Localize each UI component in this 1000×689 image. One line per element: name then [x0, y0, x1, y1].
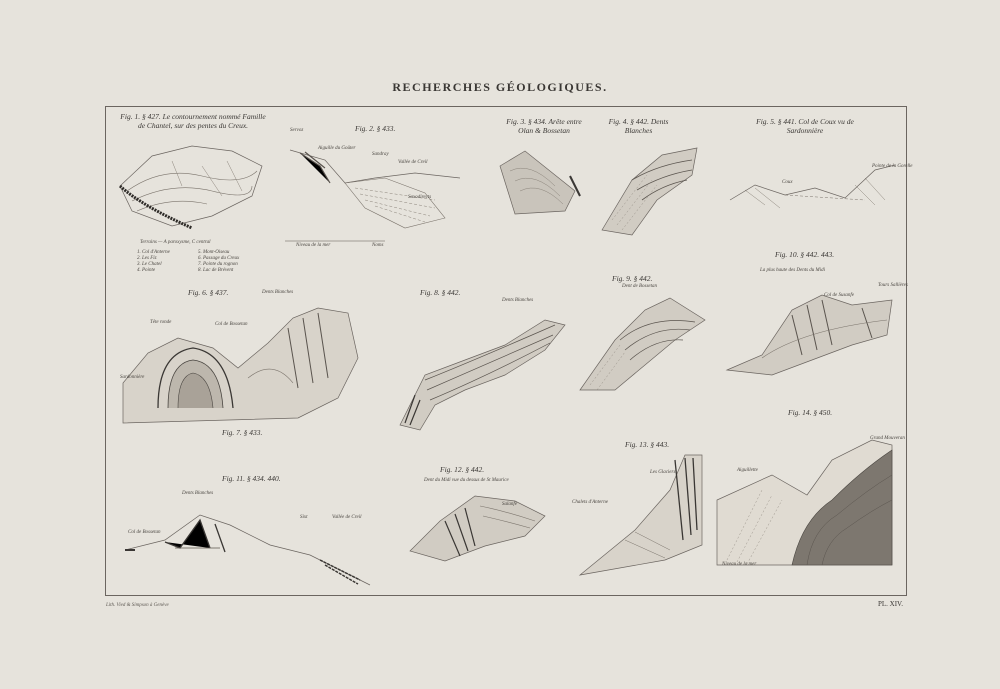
- fig10-caption: Fig. 10. § 442. 443.: [775, 250, 835, 259]
- fig3-caption: Fig. 3. § 434. Arête entre Olan & Bossetan: [506, 117, 582, 135]
- fig14-label-mouveran: Grand Mouveran: [870, 436, 905, 441]
- fig10-drawing: [722, 280, 902, 385]
- fig1-legend-title: Terrains — A paroxysme, C central: [140, 240, 211, 245]
- fig1-legend-3: 3. Le Chatel: [137, 262, 162, 267]
- fig4-drawing: [597, 140, 707, 240]
- fig1-legend-7: 7. Pointe du rognon: [198, 262, 238, 267]
- fig1-base-label-mer: Niveau de la mer: [296, 243, 331, 248]
- fig11-label-sixt: Sixt: [300, 515, 308, 520]
- fig13-label-glaciers: Les Glaciers: [650, 470, 676, 475]
- fig13-drawing: [575, 450, 705, 580]
- fig13-label-chalets: Chalets d'Anterne: [572, 500, 608, 505]
- fig9-label-bossetan: Dent de Bossetan: [622, 284, 657, 289]
- fig9-caption: Fig. 9. § 442.: [612, 274, 653, 283]
- fig12-sub: Dent du Midi vue du dessus de St Maurice: [424, 478, 509, 483]
- fig5-label-coux: Coux: [782, 180, 793, 185]
- fig1-legend-5: 5. Mont-Oiseau: [198, 250, 230, 255]
- fig14-label-aiguillette: Aiguillette: [737, 468, 758, 473]
- fig11-drawing: [120, 500, 375, 590]
- fig14-drawing: [712, 420, 895, 570]
- fig1-legend-2: 2. Les Fiz: [137, 256, 157, 261]
- fig6-label-sardonniere: Sardonnière: [120, 375, 145, 380]
- fig6-drawing: [118, 298, 363, 428]
- fig6-caption: Fig. 6. § 437.: [188, 288, 229, 297]
- lithographer-credit: Lith. Vied & Simpson à Genève: [106, 603, 169, 608]
- fig2-label-aiguille: Aiguille du Goûter: [318, 146, 356, 151]
- fig11-label-col: Col de Bossetan: [128, 530, 161, 535]
- fig13-caption: Fig. 13. § 443.: [625, 440, 670, 449]
- fig12-label-salanfe: Salanfe: [502, 502, 517, 507]
- fig4-caption: Fig. 4. § 442. Dents Blanches: [608, 117, 669, 135]
- fig10-label-susanfe: Col de Susanfe: [824, 293, 854, 298]
- fig8-label-dents: Dents Blanches: [502, 298, 534, 303]
- fig12-drawing: [405, 486, 555, 576]
- fig1-legend-4: 4. Pointe: [137, 268, 156, 273]
- fig11-caption: Fig. 11. § 434. 440.: [222, 474, 281, 483]
- fig9-drawing: [575, 290, 715, 400]
- fig10-label-tours: Tours Sallières: [878, 283, 908, 288]
- fig5-caption: Fig. 5. § 441. Col de Coux vu de Sardonnière: [756, 117, 854, 135]
- fig2-caption: Fig. 2. § 433.: [355, 124, 396, 133]
- fig14-label-mer: Niveau de la mer: [722, 562, 757, 567]
- fig7-caption: Fig. 7. § 433.: [222, 428, 263, 437]
- fig2-label-servoz: Servoz: [290, 128, 304, 133]
- fig6-label-dents: Dents Blanches: [262, 290, 294, 295]
- fig1-legend-8: 8. Lac de Brévent: [198, 268, 234, 273]
- fig10-sub: La plus haute des Dents du Midi: [760, 268, 825, 273]
- fig2-label-sallanches: Sandray: [372, 152, 389, 157]
- fig11-label-dents: Dents Blanches: [182, 491, 214, 496]
- fig2-label-creil: Vallée de Creil: [398, 160, 428, 165]
- fig1-legend-6: 6. Passage du Creux: [198, 256, 240, 261]
- fig14-caption: Fig. 14. § 450.: [788, 408, 833, 417]
- fig11-label-creil: Vallée de Creil: [332, 515, 362, 520]
- fig5-label-gorelle: Pointe de la Gorelle: [872, 164, 913, 169]
- plate-title: RECHERCHES GÉOLOGIQUES.: [392, 80, 608, 94]
- fig8-caption: Fig. 8. § 442.: [420, 288, 461, 297]
- fig3-drawing: [495, 146, 585, 216]
- fig1-legend-1: 1. Col d'Anterne: [137, 250, 170, 255]
- plate-number: PL. XIV.: [878, 600, 903, 608]
- fig6-label-teteronde: Tête ronde: [150, 320, 172, 325]
- fig2-label-saxodirects: Saxodirects: [408, 195, 432, 200]
- fig1-caption: Fig. 1. § 427. Le contournement nommé Famille de Chantel, sur des pentes du Creux.: [120, 112, 266, 130]
- fig8-drawing: [395, 305, 570, 435]
- fig1-drawing: [112, 136, 282, 236]
- fig1-base-label-noms: Noms: [372, 243, 384, 248]
- fig12-caption: Fig. 12. § 442.: [440, 465, 485, 474]
- fig6-label-col: Col de Bossetan: [215, 322, 248, 327]
